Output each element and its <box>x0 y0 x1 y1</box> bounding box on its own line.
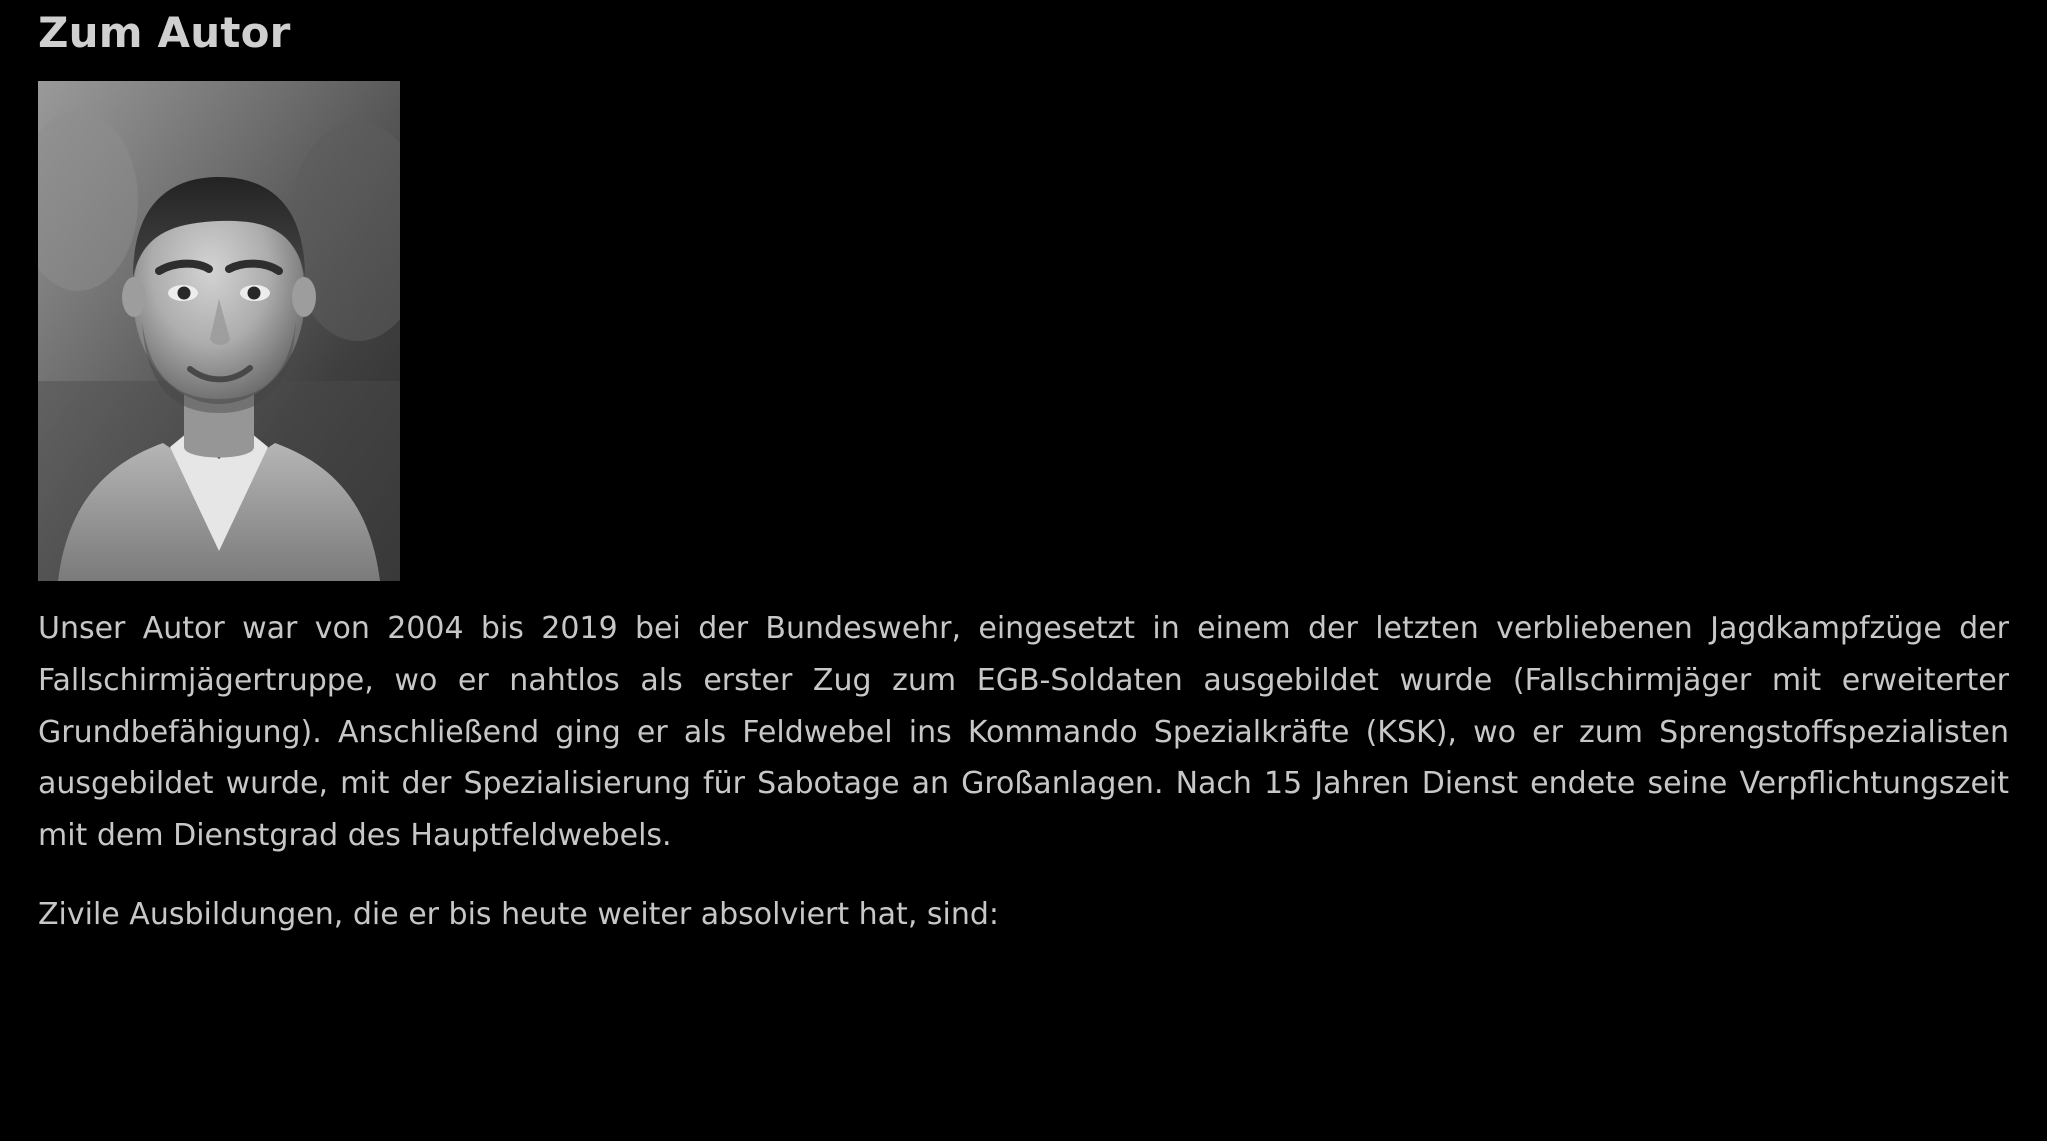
author-bio-paragraph-1: Unser Autor war von 2004 bis 2019 bei der Bundeswehr, eingesetzt in einem der letzten verbliebenen Jagdkampfzüge der Fallschirmjägertruppe, wo er nahtlos als erster Zug zum EGB-Soldaten ausgebildet wurde (Fallschirmjäger mit erweiterter Grundbefähigung). Anschließend ging er als Feldwebel ins Kommando Spezialkräfte (KSK), wo er zum Sprengstoffspezialisten ausgebildet wurde, mit der Spezialisierung für Sabotage an Großanlagen. Nach 15 Jahren Dienst endete seine Verpflichtungszeit mit dem Dienstgrad des Hauptfeldwebels. <box>38 611 2009 853</box>
author-portrait <box>38 81 400 581</box>
page-title: Zum Autor <box>38 8 291 57</box>
author-bio-paragraph-2: Zivile Ausbildungen, die er bis heute weiter absolviert hat, sind: <box>38 897 1000 933</box>
